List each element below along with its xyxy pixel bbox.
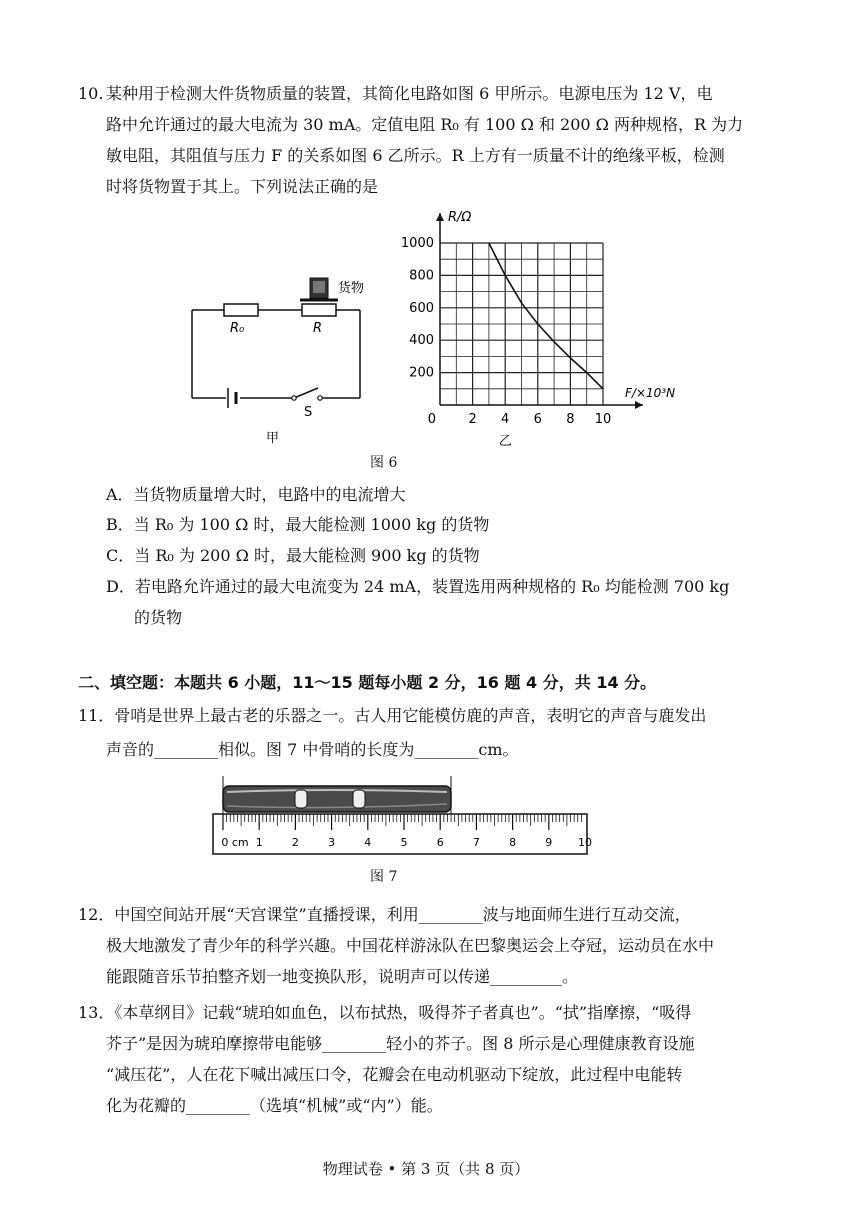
fig7-caption: 图 7 <box>370 869 398 885</box>
x-tick-label: 4 <box>501 412 510 427</box>
label-jia: 甲 <box>266 431 280 446</box>
fig6-caption: 图 6 <box>370 455 398 471</box>
label-cargo: 货物 <box>338 281 365 296</box>
bone-whistle-icon <box>223 786 451 812</box>
x-tick-label: 10 <box>594 412 612 427</box>
ruler-label: 10 <box>578 836 592 849</box>
y-tick-label: 800 <box>409 268 434 284</box>
section-2-heading: 二、填空题：本题共 6 小题，11～15 题每小题 2 分，16 题 4 分，共 14 分。 <box>78 673 657 692</box>
y-tick-label: 400 <box>409 333 434 349</box>
ruler-figure <box>205 772 595 860</box>
resistor-r <box>302 304 336 316</box>
y-axis-label: R/Ω <box>448 210 472 225</box>
y-tick-label: 200 <box>409 365 434 381</box>
q13-line-4: 化为花瓣的________（选填“机械”或“内”）能。 <box>106 1096 443 1115</box>
ruler-label: 8 <box>509 836 517 849</box>
q13-line-1: 13．《本草纲目》记载“琥珀如血色，以布拭热，吸得芥子者真也”。“拭”指摩擦，“吸得 <box>78 1003 692 1022</box>
x-tick-label: 8 <box>566 412 575 427</box>
resistance-force-chart <box>400 190 700 450</box>
circuit-diagram <box>180 270 380 450</box>
q10-stem-line-2: 路中允许通过的最大电流为 30 mA。定值电阻 R₀ 有 100 Ω 和 200 Ω 两种规格，R 为力 <box>106 115 744 134</box>
q10-option-d: D．若电路允许通过的最大电流变为 24 mA，装置选用两种规格的 R₀ 均能检测 700 kg <box>106 577 730 596</box>
ruler-label: 6 <box>436 836 444 849</box>
q10-option-a: A．当货物质量增大时，电路中的电流增大 <box>106 485 406 504</box>
q10-stem-line-1: 某种用于检测大件货物质量的装置，其简化电路如图 6 甲所示。电源电压为 12 V，电 <box>106 84 713 103</box>
label-switch: S <box>304 405 313 420</box>
x-axis-arrow-icon <box>635 401 643 409</box>
ruler-label: 4 <box>364 836 372 849</box>
q11-line-2: 声音的________相似。图 7 中骨哨的长度为________cm。 <box>106 740 519 759</box>
q11-line-1: 11．骨哨是世界上最古老的乐器之一。古人用它能模仿鹿的声音，表明它的声音与鹿发出 <box>78 706 707 725</box>
ruler-label: 5 <box>400 836 408 849</box>
x-axis-label: F/×10³N <box>625 386 676 400</box>
q10-option-c: C．当 R₀ 为 200 Ω 时，最大能检测 900 kg 的货物 <box>106 546 480 565</box>
y-tick-label: 1000 <box>400 236 434 251</box>
q10-stem-line-4: 时将货物置于其上。下列说法正确的是 <box>106 177 379 196</box>
q10-number: 10. <box>78 84 104 103</box>
ruler-label: 0 cm <box>221 836 249 849</box>
q13-line-3: “减压花”，人在花下喊出减压口令，花瓣会在电动机驱动下绽放，此过程中电能转 <box>106 1065 683 1084</box>
y-axis-arrow-icon <box>436 213 444 221</box>
q12-line-1: 12．中国空间站开展“天宫课堂”直播授课，利用________波与地面师生进行互动交流， <box>78 905 691 924</box>
q13-line-2: 芥子”是因为琥珀摩擦带电能够________轻小的芥子。图 8 所示是心理健康教育设施 <box>106 1034 695 1053</box>
page-footer: 物理试卷 • 第 3 页（共 8 页） <box>322 1160 530 1178</box>
q10-option-d-cont: 的货物 <box>134 608 183 627</box>
q12-line-3: 能跟随音乐节拍整齐划一地变换队形，说明声可以传递_________。 <box>106 967 579 986</box>
ruler-label: 1 <box>255 836 263 849</box>
q12-line-2: 极大地激发了青少年的科学兴趣。中国花样游泳队在巴黎奥运会上夺冠，运动员在水中 <box>106 936 715 955</box>
x-tick-label: 6 <box>533 412 542 427</box>
label-r: R <box>313 321 323 336</box>
series-line <box>489 243 603 389</box>
resistor-r0 <box>224 304 258 316</box>
ruler-label: 2 <box>291 836 299 849</box>
y-tick-label: 600 <box>409 300 434 316</box>
origin-label: 0 <box>427 412 436 427</box>
q10-stem-line-3: 敏电阻，其阻值与压力 F 的关系如图 6 乙所示。R 上方有一质量不计的绝缘平板，检测 <box>106 146 725 165</box>
label-yi: 乙 <box>498 434 512 449</box>
label-r0: R₀ <box>230 321 245 336</box>
q10-option-b: B．当 R₀ 为 100 Ω 时，最大能检测 1000 kg 的货物 <box>106 515 490 534</box>
x-tick-label: 2 <box>468 412 477 427</box>
ruler-label: 9 <box>545 836 553 849</box>
battery-icon <box>228 388 236 408</box>
ruler-label: 3 <box>328 836 336 849</box>
ruler-label: 7 <box>472 836 480 849</box>
